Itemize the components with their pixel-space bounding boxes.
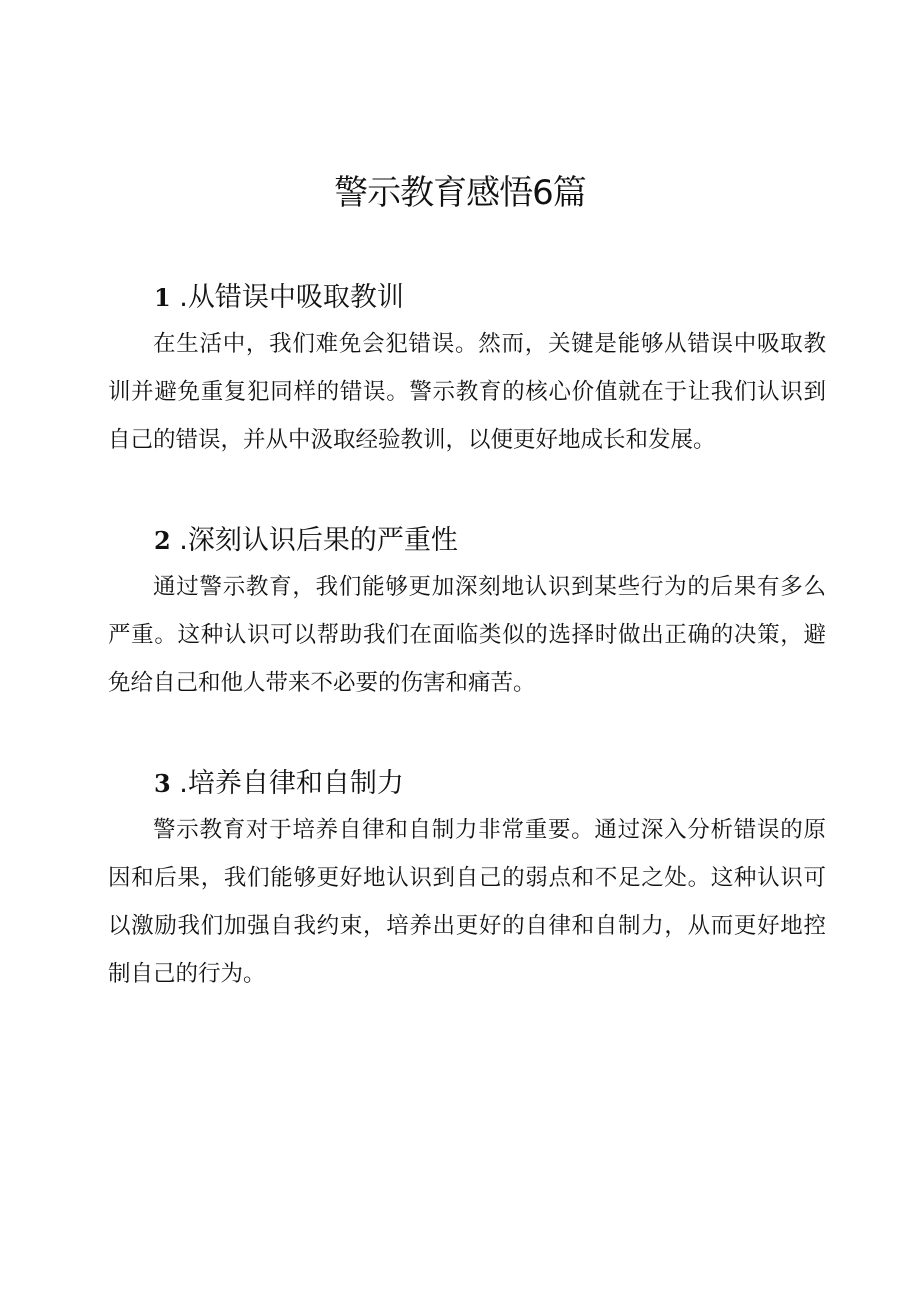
document-title: 警示教育感悟6篇 bbox=[334, 173, 586, 213]
section-body: 警示教育对于培养自律和自制力非常重要。通过深入分析错误的原因和后果，我们能够更好地认识到自己的弱点和不足之处。这种认识可以激励我们加强自我约束，培养出更好的自律和自制力，从而更好地控制自己的行为。 bbox=[108, 817, 826, 987]
section-1 bbox=[108, 276, 826, 464]
section-heading-text: .深刻认识后果的严重性 bbox=[179, 525, 458, 556]
section-heading bbox=[108, 519, 826, 563]
section-body: 通过警示教育，我们能够更加深刻地认识到某些行为的后果有多么严重。这种认识可以帮助我们在面临类似的选择时做出正确的决策，避免给自己和他人带来不必要的伤害和痛苦。 bbox=[108, 574, 826, 696]
section-number: 3 bbox=[154, 769, 171, 798]
section-2 bbox=[108, 519, 826, 707]
section-heading-text: .培养自律和自制力 bbox=[179, 768, 404, 799]
section-3 bbox=[108, 762, 826, 998]
section-heading bbox=[108, 762, 826, 806]
section-number: 2 bbox=[154, 526, 171, 555]
section-body: 在生活中，我们难免会犯错误。然而，关键是能够从错误中吸取教训并避免重复犯同样的错误。警示教育的核心价值就在于让我们认识到自己的错误，并从中汲取经验教训，以便更好地成长和发展。 bbox=[108, 331, 826, 453]
section-heading-text: .从错误中吸取教训 bbox=[179, 282, 404, 313]
section-heading bbox=[108, 276, 826, 320]
section-number: 1 bbox=[154, 283, 171, 312]
